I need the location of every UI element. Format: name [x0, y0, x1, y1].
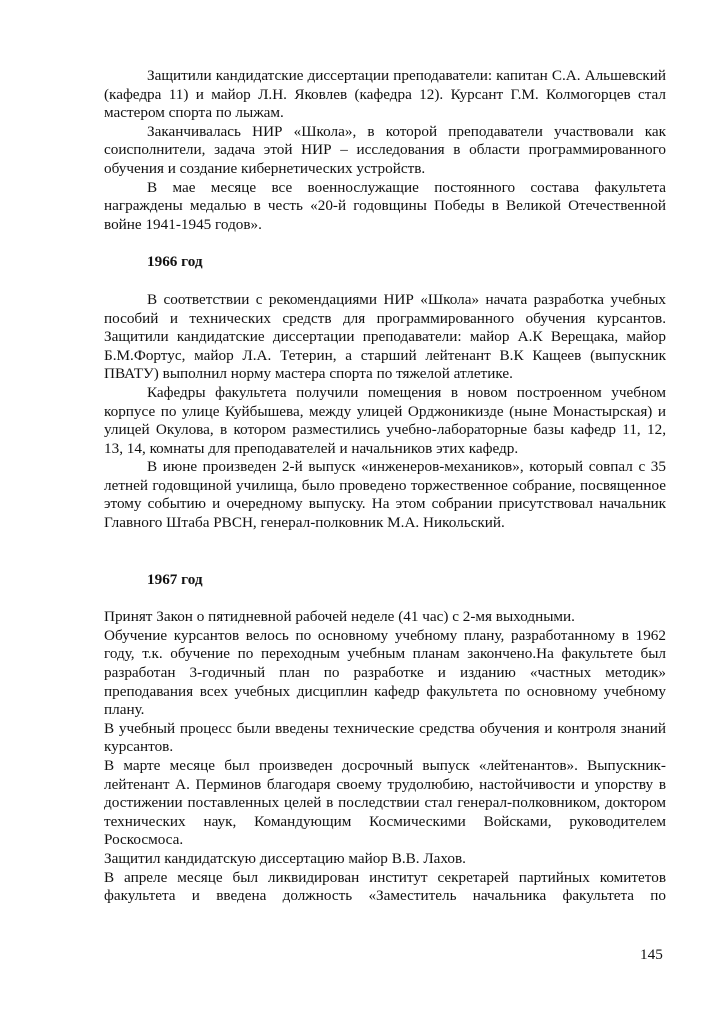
paragraph: В июне произведен 2-й выпуск «инженеров-механиков», который совпал с 35 летней годовщиной училища, было проведено торжественное собрание, посвященное этому событию и очередному выпуску. На этом собрании присутствовал начальник Главного Штаба РВСН, генерал-полковник М.А. Никольский. — [104, 458, 666, 532]
page-number: 145 — [640, 946, 663, 963]
section-heading-1966: 1966 год — [147, 253, 203, 271]
paragraph: В учебный процесс были введены технические средства обучения и контроля знаний курсантов. — [104, 719, 666, 756]
paragraph: Защитили кандидатские диссертации преподаватели: капитан С.А. Альшевский (кафедра 11) и майор Л.Н. Яковлев (кафедра 12). Курсант Г.М. Колмогорцев стал мастером спорта по лыжам. — [104, 67, 666, 122]
paragraph: В соответствии с рекомендациями НИР «Школа» начата разработка учебных пособий и технических средств для программированного обучения курсантов. Защитили кандидатские диссертации преподаватели: майор А.К Верещака, майор Б.М.Фортус, майор Л.А. Тетерин, а старший лейтенант В.К Кащеев (выпускник ПВАТУ) выполнил норму мастера спорта по тяжелой атлетике. — [104, 290, 666, 383]
paragraph: Обучение курсантов велось по основному учебному плану, разработанному в 1962 году, т.к. обучение по переходным учебным планам закончено.На факультете был разработан 3-годичный план по разработке и изданию «частных методик» преподавания всех учебных дисциплин кафедр факультета по основному учебному плану. — [104, 626, 666, 719]
paragraph: В мае месяце все военнослужащие постоянного состава факультета награждены медалью в честь «20-й годовщины Победы в Великой Отечественной войне 1941-1945 годов». — [104, 178, 666, 233]
paragraph: Принят Закон о пятидневной рабочей неделе (41 час) с 2-мя выходными. — [104, 608, 575, 626]
paragraph: В марте месяце был произведен досрочный выпуск «лейтенантов». Выпускник-лейтенант А. Перминов благодаря своему трудолюбию, настойчивости и упорству в достижении поставленных целей в последствии стал генерал-полковником, доктором технических наук, Командующим Космическими Войсками, руководителем Роскосмоса. — [104, 757, 666, 849]
paragraph: Кафедры факультета получили помещения в новом построенном учебном корпусе по улице Куйбышева, между улицей Орджоникизде (ныне Монастырская) и улицей Окулова, в котором разместились учебно-лабораторные базы кафедр 11, 12, 13, 14, комнаты для преподавателей и начальников этих кафедр. — [104, 383, 666, 457]
paragraph: Защитил кандидатскую диссертацию майор В.В. Лахов. — [104, 849, 466, 867]
document-page — [104, 67, 666, 906]
paragraph: Заканчивалась НИР «Школа», в которой преподаватели участвовали как соисполнители, задача этой НИР – исследования в области программированного обучения и создание кибернетических устройств. — [104, 122, 666, 177]
section-heading-1967: 1967 год — [147, 570, 203, 588]
paragraph: В апреле месяце был ликвидирован институт секретарей партийных комитетов факультета и введена должность «Заместитель начальника факультета по — [104, 868, 666, 905]
